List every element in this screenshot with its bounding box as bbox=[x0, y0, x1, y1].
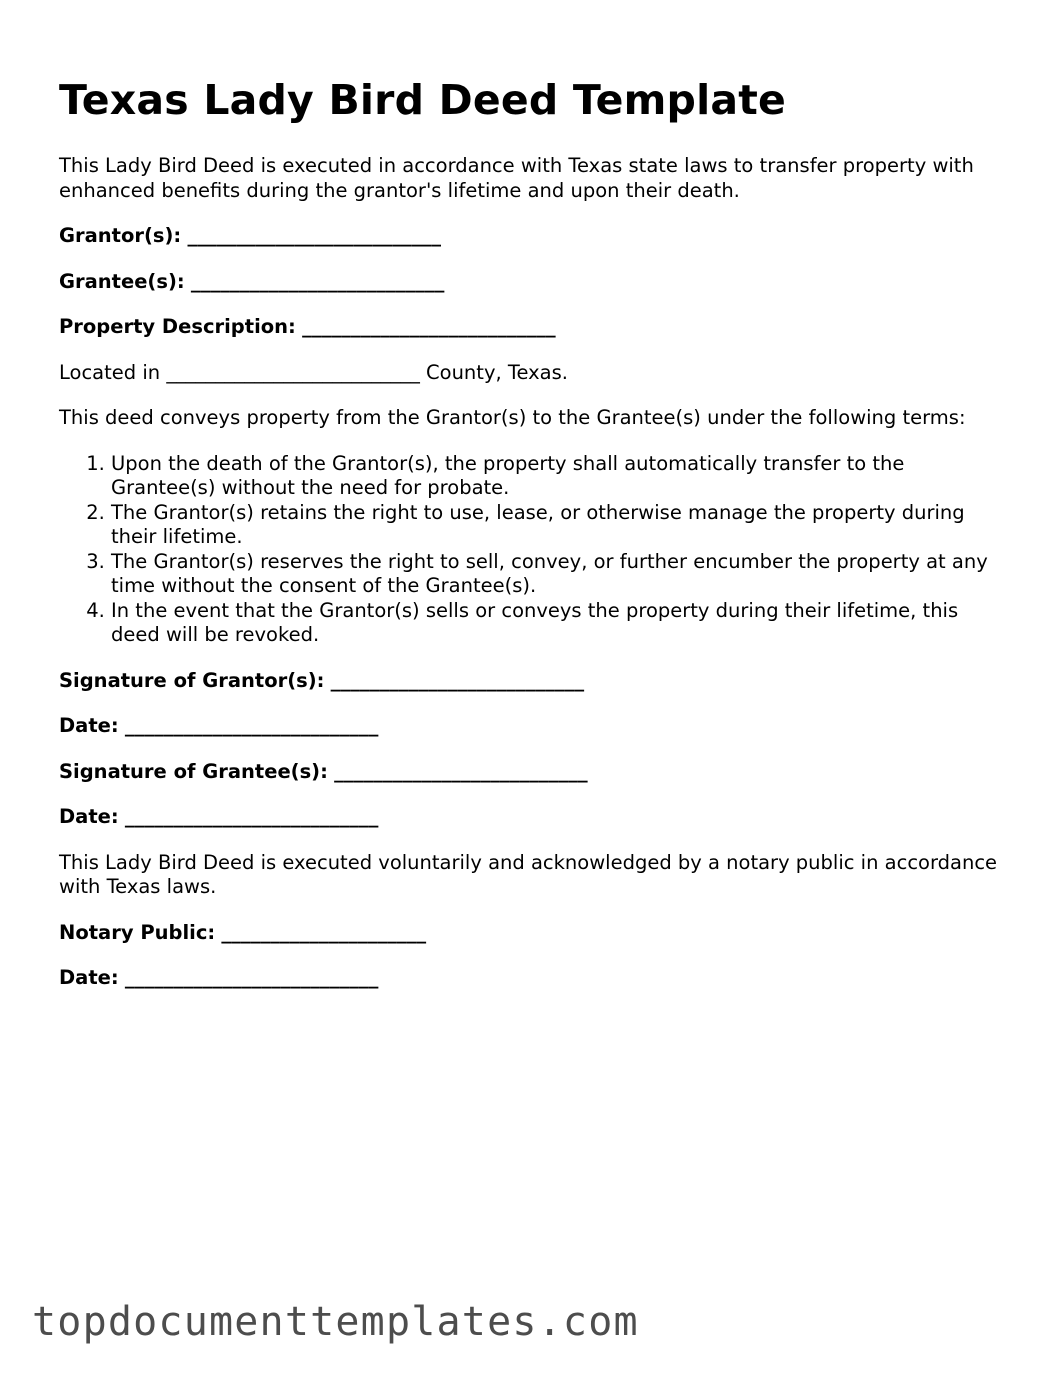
term-item: 1. Upon the death of the Grantor(s), the property shall automatically transfer to the Grantee(s) without the need for probate. bbox=[111, 452, 1009, 501]
grantee-date-blank: __________________________ bbox=[124, 805, 379, 828]
property-description-label: Property Description: bbox=[59, 315, 296, 338]
term-item: 2. The Grantor(s) retains the right to use, lease, or otherwise manage the property during their lifetime. bbox=[111, 501, 1009, 550]
grantee-blank: __________________________ bbox=[190, 269, 445, 293]
grantee-date-field bbox=[59, 805, 1009, 830]
grantee-field bbox=[59, 270, 1009, 295]
county-prefix: Located in bbox=[59, 360, 161, 384]
document-title: Texas Lady Bird Deed Template bbox=[59, 76, 787, 124]
terms-intro: This deed conveys property from the Grantor(s) to the Grantee(s) under the following terms: bbox=[59, 406, 966, 429]
county-field bbox=[59, 361, 1009, 386]
intro-paragraph: This Lady Bird Deed is executed in accordance with Texas state laws to transfer property with enhanced benefits during the grantor's lifetime and upon their death. bbox=[59, 154, 974, 202]
property-description-field bbox=[59, 315, 1009, 340]
site-watermark: topdocumenttemplates.com bbox=[32, 1299, 639, 1345]
county-suffix: County, Texas. bbox=[426, 360, 568, 384]
grantor-date-label: Date: bbox=[59, 714, 119, 737]
notary-paragraph: This Lady Bird Deed is executed voluntarily and acknowledged by a notary public in accordance with Texas laws. bbox=[59, 850, 998, 898]
county-blank: __________________________ bbox=[166, 360, 420, 384]
notary-blank: _____________________ bbox=[221, 920, 427, 944]
grantee-label: Grantee(s): bbox=[59, 269, 185, 293]
notary-date-label: Date: bbox=[59, 966, 119, 989]
term-item: 3. The Grantor(s) reserves the right to sell, convey, or further encumber the property at any time without the consent of the Grantee(s). bbox=[111, 550, 1009, 599]
grantor-field bbox=[59, 224, 1009, 249]
property-description-blank: __________________________ bbox=[302, 315, 556, 338]
terms-list bbox=[59, 452, 1009, 648]
grantor-signature-field bbox=[59, 669, 1009, 694]
document-page bbox=[59, 72, 1009, 991]
grantor-signature-blank: __________________________ bbox=[330, 668, 585, 692]
grantor-date-field bbox=[59, 714, 1009, 739]
notary-field bbox=[59, 921, 1009, 946]
grantor-signature-label: Signature of Grantor(s): bbox=[59, 668, 325, 692]
grantee-date-label: Date: bbox=[59, 805, 119, 828]
term-item: 4. In the event that the Grantor(s) sells or conveys the property during their lifetime, this deed will be revoked. bbox=[111, 599, 1009, 648]
grantee-signature-field bbox=[59, 760, 1009, 785]
notary-date-field bbox=[59, 966, 1009, 991]
grantor-blank: __________________________ bbox=[187, 224, 441, 247]
grantee-signature-label: Signature of Grantee(s): bbox=[59, 759, 328, 783]
grantee-signature-blank: __________________________ bbox=[334, 759, 588, 783]
grantor-label: Grantor(s): bbox=[59, 224, 182, 247]
notary-label: Notary Public: bbox=[59, 920, 216, 944]
grantor-date-blank: __________________________ bbox=[124, 714, 379, 737]
notary-date-blank: __________________________ bbox=[124, 966, 379, 989]
